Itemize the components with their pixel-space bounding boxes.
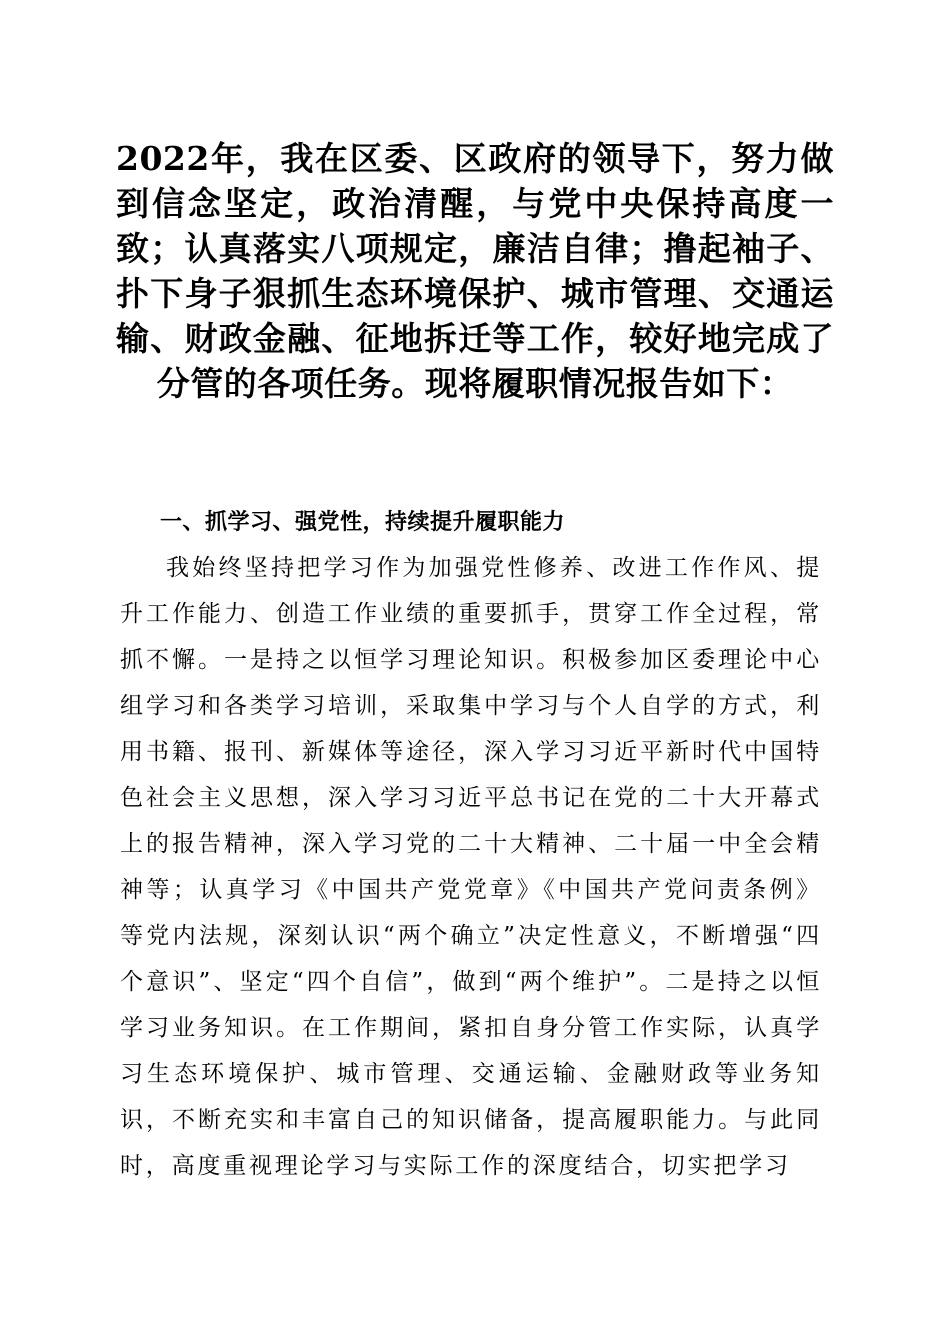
section-heading: 一、抓学习、强党性，持续提升履职能力 bbox=[160, 510, 566, 535]
document-title: 2022年，我在区委、区政府的领导下，努力做到信念坚定，政治清醒，与党中央保持高度一致；认真落实八项规定，廉洁自律；撸起袖子、扑下身子狠抓生态环境保护、城市管理、交通运输、财政金融、征地拆迁等工作，较好地完成了分管的各项任务。现将履职情况报告如下： bbox=[116, 139, 834, 403]
body-paragraph: 我始终坚持把学习作为加强党性修养、改进工作作风、提升工作能力、创造工作业绩的重要抓手，贯穿工作全过程，常抓不懈。一是持之以恒学习理论知识。积极参加区委理论中心组学习和各类学习培训，采取集中学习与个人自学的方式，利用书籍、报刊、新媒体等途径，深入学习习近平新时代中国特色社会主义思想，深入学习习近平总书记在党的二十大开幕式上的报告精神，深入学习党的二十大精神、二十届一中全会精神等；认真学习《中国共产党党章》《中国共产党问责条例》等党内法规，深刻认识“两个确立”决定性意义，不断增强“四个意识”、坚定“四个自信”，做到“两个维护”。二是持之以恒学习业务知识。在工作期间，紧扣自身分管工作实际，认真学习生态环境保护、城市管理、交通运输、金融财政等业务知识，不断充实和丰富自己的知识储备，提高履职能力。与此同时，高度重视理论学习与实际工作的深度结合，切实把学习 bbox=[120, 555, 822, 1179]
